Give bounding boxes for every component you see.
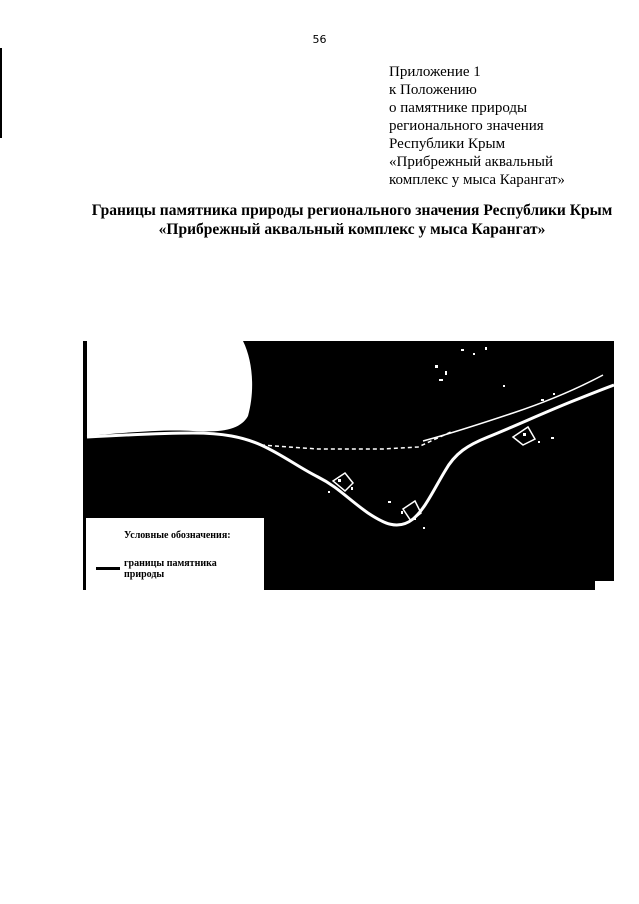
map-specks [328,347,614,590]
legend-title: Условные обозначения: [124,530,231,541]
page-number: 56 [312,33,327,46]
land-area [87,341,252,436]
boundary-swatch [96,567,120,570]
appendix-line: Приложение 1 [389,64,481,80]
title-line-2: «Прибрежный аквальный комплекс у мыса Карангат» [158,221,546,238]
appendix-line: «Прибрежный аквальный [389,154,553,170]
map-legend [86,518,264,590]
appendix-line: о памятнике природы [389,100,528,116]
coastline-inner [423,375,603,441]
legend-item-label: границы памятника природы [124,558,217,580]
document-title [40,201,639,239]
title-line-1: Границы памятника природы регионального значения Республики Крым [91,202,613,219]
appendix-line: Республики Крым [389,136,506,152]
margin-line [0,48,2,138]
appendix-line: регионального значения [389,118,544,134]
appendix-line: комплекс у мыса Карангат» [389,172,565,188]
appendix-line: к Положению [389,82,477,98]
appendix-block [389,63,619,189]
